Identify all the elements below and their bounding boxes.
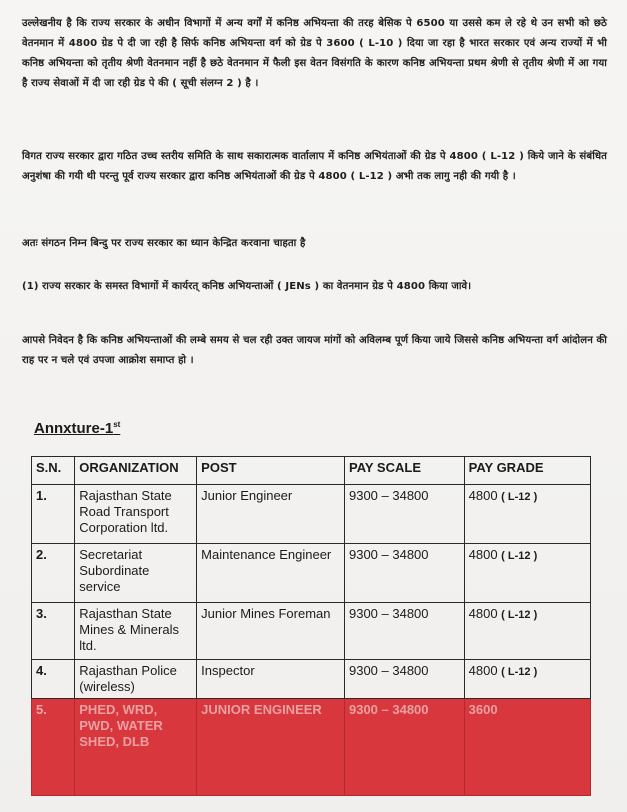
cell-post: JUNIOR ENGINEER bbox=[197, 699, 345, 796]
cell-organization: Rajasthan State Mines & Minerals ltd. bbox=[75, 603, 197, 660]
cell-sn: 2. bbox=[32, 544, 75, 603]
table-row bbox=[32, 544, 591, 603]
table-row bbox=[32, 603, 591, 660]
paragraph-demand-point-1: (1) राज्य सरकार के समस्त विभागों में कार्यरत् कनिष्ठ अभियन्ताओं ( JENs ) का वेतनमान ग्रेड पे 4800 किया जावे। bbox=[22, 281, 472, 292]
paragraph-attention-request: अतः संगठन निम्न बिन्दु पर राज्य सरकार का ध्यान केन्द्रित करवाना चाहता है bbox=[22, 238, 306, 249]
table-row bbox=[32, 660, 591, 699]
grade-level: ( L-12 ) bbox=[501, 609, 538, 621]
paragraph-closing-request: आपसे निवेदन है कि कनिष्ठ अभियन्ताओं की लम्बे समय से चल रही उक्त जायज मांगों को अविलम्ब पूर्ण किया जाये जिससे कनिष्ठ अभियन्ता वर्ग आंदोलन की राह पर न चले एवं उपजा आक्रोश समाप्त हो । bbox=[22, 335, 607, 366]
header-pay-grade: PAY GRADE bbox=[464, 457, 590, 485]
header-pay-scale: PAY SCALE bbox=[344, 457, 464, 485]
cell-pay-grade bbox=[464, 660, 590, 699]
cell-pay-scale: 9300 – 34800 bbox=[344, 603, 464, 660]
cell-pay-grade bbox=[464, 485, 590, 544]
table-row-highlighted bbox=[32, 699, 591, 796]
grade-level: ( L-12 ) bbox=[501, 666, 538, 678]
cell-sn: 3. bbox=[32, 603, 75, 660]
table-row bbox=[32, 485, 591, 544]
table-header-row bbox=[32, 457, 591, 485]
cell-pay-scale: 9300 – 34800 bbox=[344, 544, 464, 603]
cell-pay-grade bbox=[464, 544, 590, 603]
paragraph-grade-pay-disparity: उल्लेखनीय है कि राज्य सरकार के अधीन विभागों में अन्य वर्गों में कनिष्ठ अभियन्ता की तरह बेसिक पे 6500 या उससे कम ले रहे थे उन सभी को छठे वेतनमान में 4800 ग्रेड पे दी जा रही है सिर्फ कनिष्ठ अभियन्ता वर्ग को ग्रेड पे 3600 ( L-10 ) दिया जा रहा है भारत सरकार एवं अन्य राज्यों में भी कनिष्ठ अभियन्ता को तृतीय श्रेणी वेतनमान नहीं है छठे वेतनमान में फैली इस वेतन विसंगति के कारण कनिष्ठ अभियन्ता प्रथम श्रेणी से तृतीय श्रेणी में आ गया है राज्य सेवाओं में दी जा रही ग्रेड पे की ( सूची संलग्न 2 ) है । bbox=[22, 18, 607, 89]
cell-pay-scale: 9300 – 34800 bbox=[344, 485, 464, 544]
grade-value: 4800 bbox=[468, 606, 498, 621]
annexure-title-text: Annxture-1 bbox=[34, 420, 114, 437]
grade-value: 4800 bbox=[468, 663, 498, 678]
cell-post: Junior Engineer bbox=[197, 485, 345, 544]
grade-value: 4800 bbox=[468, 488, 498, 503]
annexure-title-sup: st bbox=[113, 420, 121, 429]
cell-organization: Rajasthan Police (wireless) bbox=[75, 660, 197, 699]
cell-organization: PHED, WRD, PWD, WATER SHED, DLB bbox=[75, 699, 197, 796]
cell-organization: Rajasthan State Road Transport Corporation ltd. bbox=[75, 485, 197, 544]
cell-sn: 5. bbox=[32, 699, 75, 796]
cell-post: Junior Mines Foreman bbox=[197, 603, 345, 660]
cell-pay-grade bbox=[464, 603, 590, 660]
header-sn: S.N. bbox=[32, 457, 75, 485]
header-organization: ORGANIZATION bbox=[75, 457, 197, 485]
annexure-title bbox=[34, 420, 120, 437]
cell-pay-grade bbox=[464, 699, 590, 796]
grade-level: ( L-12 ) bbox=[501, 550, 538, 562]
annexure-table bbox=[31, 456, 591, 796]
cell-sn: 1. bbox=[32, 485, 75, 544]
cell-sn: 4. bbox=[32, 660, 75, 699]
paragraph-committee-recommendation: विगत राज्य सरकार द्वारा गठित उच्च स्तरीय समिति के साथ सकारात्मक वार्तालाप में कनिष्ठ अभियंताओं की ग्रेड पे 4800 ( L-12 ) किये जाने के संबंधित अनुशंषा की गयी थी परन्तु पूर्व राज्य सरकार द्वारा कनिष्ठ अभियंताओं की ग्रेड पे 4800 ( L-12 ) अभी तक लागु नही की गयी है । bbox=[22, 151, 607, 182]
cell-pay-scale: 9300 – 34800 bbox=[344, 660, 464, 699]
header-post: POST bbox=[197, 457, 345, 485]
cell-post: Inspector bbox=[197, 660, 345, 699]
grade-level: ( L-12 ) bbox=[501, 491, 538, 503]
cell-pay-scale: 9300 – 34800 bbox=[344, 699, 464, 796]
cell-post: Maintenance Engineer bbox=[197, 544, 345, 603]
cell-organization: Secretariat Subordinate service bbox=[75, 544, 197, 603]
grade-value: 3600 bbox=[468, 702, 498, 717]
grade-value: 4800 bbox=[468, 547, 498, 562]
